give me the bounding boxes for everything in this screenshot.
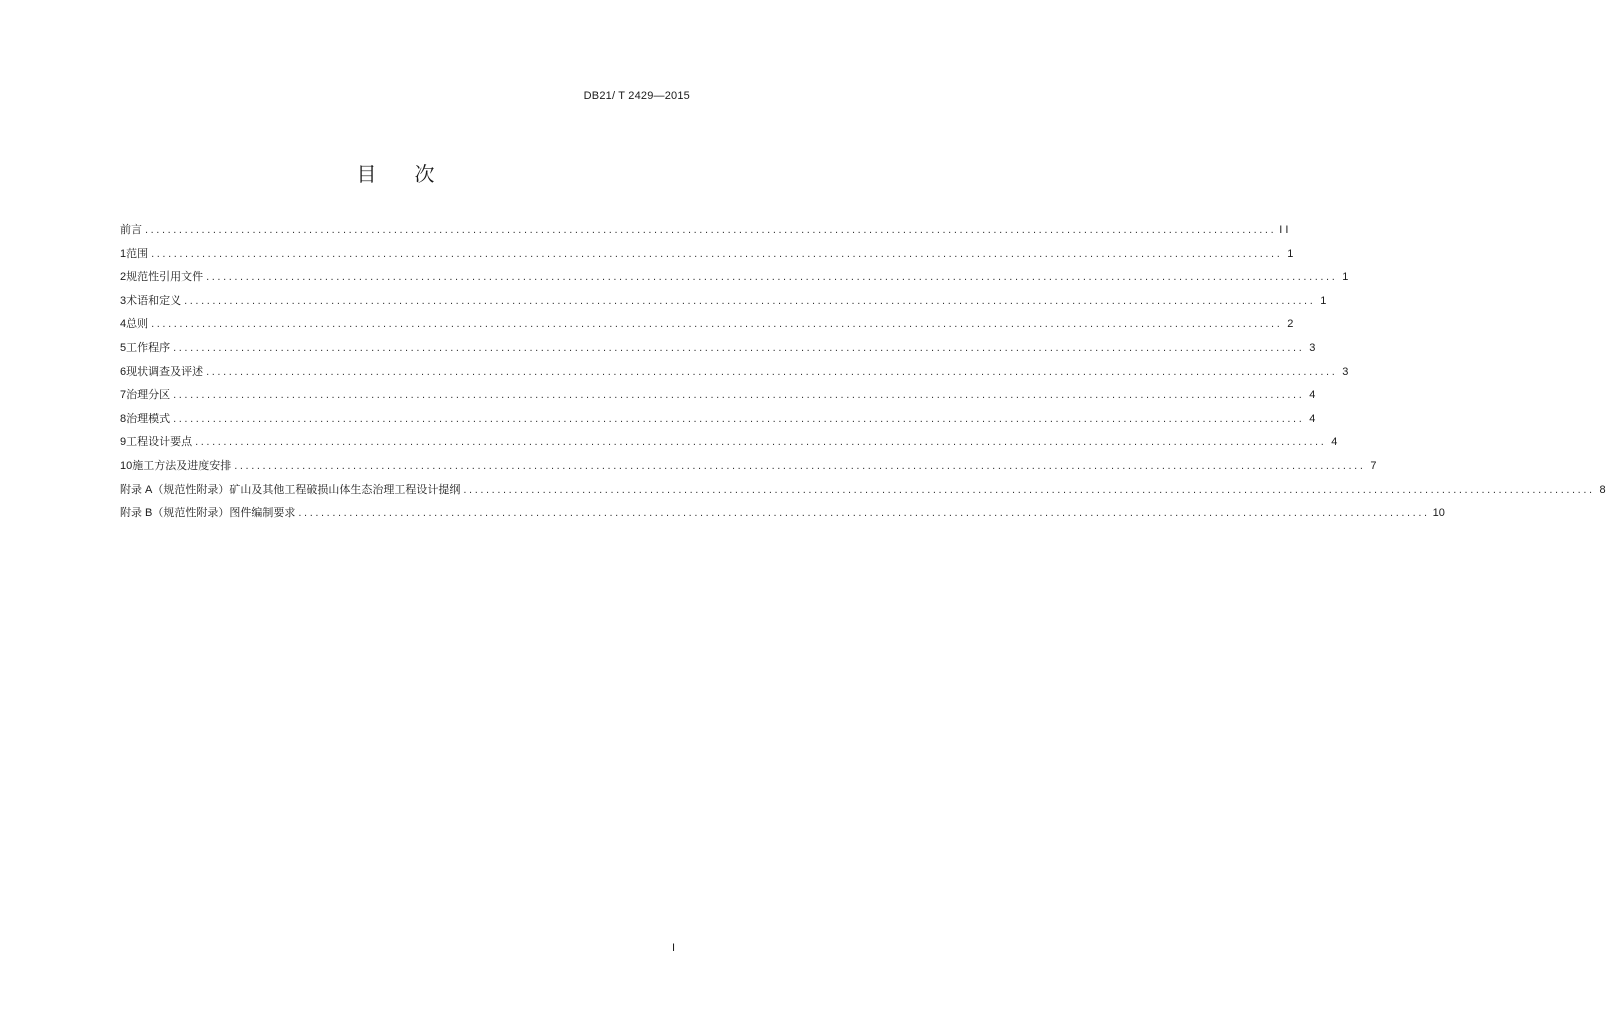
toc-leader-dots: ........................................................................................................................................................................................................ <box>463 483 1595 496</box>
toc-entry-page: I I <box>1279 224 1289 236</box>
toc-entry-7[interactable] <box>120 383 1316 407</box>
toc-entry-3[interactable] <box>120 289 1327 313</box>
toc-entry-4[interactable] <box>120 312 1294 336</box>
toc-title <box>0 158 791 187</box>
toc-entry-label: 图件编制要求 <box>229 506 296 520</box>
toc-entry-number: 附录 A（规范性附录） <box>120 483 230 496</box>
toc-entry-page: 4 <box>1331 436 1338 449</box>
toc-entry-label: 治理分区 <box>126 388 171 402</box>
toc-entry-number: 1 <box>120 247 127 260</box>
toc-entry-10[interactable] <box>120 454 1377 478</box>
toc-entry-label: 治理模式 <box>126 411 171 425</box>
toc-entry-number: 2 <box>120 271 127 284</box>
toc-entry-appendix-b[interactable] <box>120 501 1445 525</box>
toc-entry-number: 8 <box>120 412 127 425</box>
toc-entry-page: 10 <box>1432 507 1445 520</box>
toc-entry-foreword[interactable] <box>120 218 1289 242</box>
toc-entry-label: 前言 <box>120 223 142 236</box>
toc-entry-appendix-a[interactable] <box>120 478 1606 502</box>
toc-entry-page: 1 <box>1342 271 1349 284</box>
toc-leader-dots: ........................................................................................................................................................................................................ <box>206 271 1338 284</box>
toc-entry-label: 矿山及其他工程破损山体生态治理工程设计提纲 <box>229 482 461 496</box>
toc-entry-number: 9 <box>120 436 127 449</box>
toc-entry-5[interactable] <box>120 336 1316 360</box>
toc-entry-8[interactable] <box>120 407 1316 431</box>
toc-leader-dots: ........................................................................................................................................................................................................ <box>234 459 1366 472</box>
toc-leader-dots: ........................................................................................................................................................................................................ <box>151 247 1283 260</box>
toc-entry-1[interactable] <box>120 242 1294 266</box>
toc-leader-dots: ........................................................................................................................................................................................................ <box>206 365 1338 378</box>
toc-entry-label: 工作程序 <box>126 340 171 354</box>
toc-entry-label: 施工方法及进度安排 <box>132 458 232 472</box>
toc-entry-number: 3 <box>120 294 127 307</box>
toc-entry-page: 4 <box>1309 412 1316 425</box>
toc-entry-page: 7 <box>1370 459 1377 472</box>
toc-entry-label: 术语和定义 <box>126 293 182 307</box>
toc-entry-page: 4 <box>1309 389 1316 402</box>
toc-entry-2[interactable] <box>120 265 1349 289</box>
toc-entry-number: 6 <box>120 365 127 378</box>
standard-code: DB21/ T 2429—2015 <box>583 90 690 102</box>
toc-entry-page: 3 <box>1342 365 1349 378</box>
toc-entry-page: 1 <box>1287 247 1294 260</box>
page-number: I <box>672 942 676 954</box>
toc-title-part1: 目 <box>356 162 377 186</box>
toc-leader-dots: ........................................................................................................................................................................................................ <box>151 318 1283 331</box>
toc-entry-page: 1 <box>1320 294 1327 307</box>
toc-leader-dots: ........................................................................................................................................................................................................ <box>184 294 1316 307</box>
toc-entry-page: 8 <box>1599 483 1606 496</box>
toc-leader-dots: ........................................................................................................................................................................................................ <box>173 389 1305 402</box>
toc-leader-dots: ........................................................................................................................................................................................................ <box>173 341 1305 354</box>
toc-entry-label: 工程设计要点 <box>126 435 193 449</box>
toc-entry-page: 3 <box>1309 341 1316 354</box>
toc-leader-dots: ........................................................................................................................................................................................................ <box>145 224 1277 236</box>
toc-entry-label: 范围 <box>126 246 149 260</box>
toc-leader-dots: ........................................................................................................................................................................................................ <box>173 412 1305 425</box>
toc-leader-dots: ........................................................................................................................................................................................................ <box>195 436 1327 449</box>
table-of-contents <box>120 218 1606 525</box>
toc-entry-number: 7 <box>120 389 127 402</box>
toc-entry-label: 总则 <box>126 317 149 331</box>
toc-entry-number: 10 <box>120 459 133 472</box>
toc-entry-page: 2 <box>1287 318 1294 331</box>
toc-entry-6[interactable] <box>120 360 1349 384</box>
toc-entry-label: 规范性引用文件 <box>126 270 204 284</box>
toc-entry-9[interactable] <box>120 430 1338 454</box>
toc-entry-number: 5 <box>120 341 127 354</box>
toc-entry-number: 4 <box>120 318 127 331</box>
toc-entry-label: 现状调查及评述 <box>126 364 204 378</box>
toc-leader-dots: ........................................................................................................................................................................................................ <box>298 507 1430 520</box>
toc-entry-number: 附录 B（规范性附录） <box>120 507 230 520</box>
toc-title-part2: 次 <box>414 162 435 186</box>
